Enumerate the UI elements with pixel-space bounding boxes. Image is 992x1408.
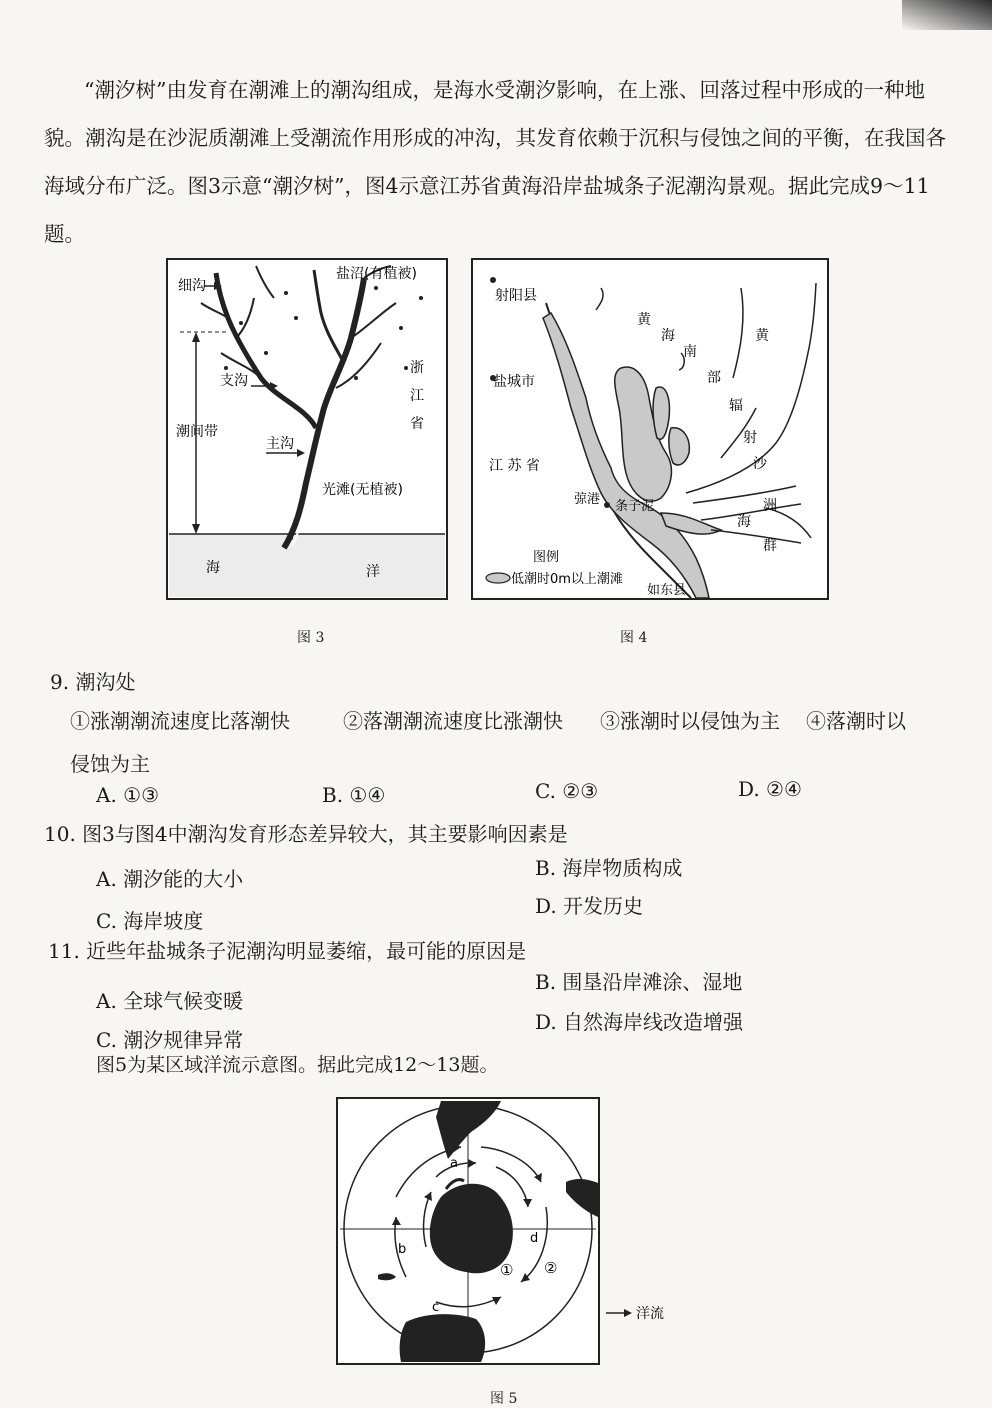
label-zhugou: 主沟 <box>266 436 294 452</box>
label-hai: 海 <box>661 328 675 344</box>
figure-3-caption: 图 3 <box>297 630 325 646</box>
figure-5-caption: 图 5 <box>490 1391 518 1407</box>
q9-choice-b[interactable]: B. ①④ <box>322 783 386 807</box>
q9-opt1: ①涨潮潮流速度比落潮快 <box>70 709 290 733</box>
label-c: c <box>432 1300 440 1315</box>
q11-choice-a[interactable]: A. 全球气候变暖 <box>96 989 244 1013</box>
fig5-intro: 图5为某区域洋流示意图。据此完成12～13题。 <box>96 1054 499 1076</box>
label-chaojiandai: 潮间带 <box>176 424 218 440</box>
figure-4 <box>471 258 831 602</box>
label-jiang: 江 <box>410 388 424 404</box>
label-zhigou: 支沟 <box>220 373 248 389</box>
label-rudong: 如东县 <box>647 583 687 598</box>
label-qun: 群 <box>763 538 777 554</box>
label-fu: 辐 <box>729 398 743 414</box>
q9-opt2: ②落潮潮流速度比涨潮快 <box>343 709 563 733</box>
label-hai: 海 <box>206 560 220 576</box>
label-current-1: ① <box>500 1261 514 1279</box>
label-zhou: 洲 <box>763 498 777 514</box>
label-huang-2: 黄 <box>755 328 769 344</box>
q11-stem: 11. 近些年盐城条子泥潮沟明显萎缩，最可能的原因是 <box>48 939 527 963</box>
q9-choice-a[interactable]: A. ①③ <box>96 783 160 807</box>
label-hai-2: 海 <box>737 514 751 530</box>
label-current-2: ② <box>544 1259 558 1277</box>
label-bu: 部 <box>707 370 721 386</box>
scan-shadow <box>902 0 992 30</box>
label-qionggang: 弶港 <box>574 492 601 507</box>
figure-5 <box>336 1097 676 1369</box>
label-b: b <box>398 1242 407 1257</box>
q10-choice-b[interactable]: B. 海岸物质构成 <box>535 856 683 880</box>
label-a: a <box>450 1156 458 1171</box>
label-jiangsu: 江 苏 省 <box>489 458 540 474</box>
q9-opt3: ③涨潮时以侵蚀为主 <box>600 709 780 733</box>
q11-choice-d[interactable]: D. 自然海岸线改造增强 <box>535 1010 744 1034</box>
q11-choice-b[interactable]: B. 围垦沿岸滩涂、湿地 <box>535 970 743 994</box>
q9-opt4: ④落潮时以 <box>806 709 906 733</box>
label-sha: 沙 <box>753 456 767 472</box>
q10-choice-a[interactable]: A. 潮汐能的大小 <box>96 867 244 891</box>
legend-title: 图例 <box>533 550 560 565</box>
legend-current: 洋流 <box>636 1306 664 1322</box>
q10-choice-d[interactable]: D. 开发历史 <box>535 894 644 918</box>
label-huang: 黄 <box>637 312 651 328</box>
legend-item: 低潮时0m以上潮滩 <box>511 572 623 587</box>
intro-paragraph <box>44 66 949 258</box>
label-yang: 洋 <box>366 564 380 580</box>
q11-choice-c[interactable]: C. 潮汐规律异常 <box>96 1028 244 1052</box>
label-d: d <box>530 1231 539 1246</box>
label-guangtan: 光滩(无植被) <box>322 482 403 498</box>
label-tiaozini: 条子泥 <box>615 499 655 514</box>
q9-choice-d[interactable]: D. ②④ <box>738 777 802 801</box>
label-nan: 南 <box>683 344 697 360</box>
figure-3 <box>166 258 448 600</box>
label-sheng: 省 <box>410 416 424 432</box>
q9-choice-c[interactable]: C. ②③ <box>535 779 599 803</box>
figure-4-caption: 图 4 <box>620 630 648 646</box>
label-zhe: 浙 <box>410 360 424 376</box>
label-she: 射 <box>743 430 757 446</box>
label-xigou: 细沟 <box>178 278 206 294</box>
q9-stem: 9. 潮沟处 <box>50 670 136 694</box>
q10-stem: 10. 图3与图4中潮沟发育形态差异较大，其主要影响因素是 <box>44 822 568 846</box>
intro-text: “潮汐树”由发育在潮滩上的潮沟组成，是海水受潮汐影响，在上涨、回落过程中形成的一种地貌。潮沟是在沙泥质潮滩上受潮流作用形成的冲沟，其发育依赖于沉积与侵蚀之间的平衡，在我国各海域分布广泛。图3示意“潮汐树”，图4示意江苏省黄海沿岸盐城条子泥潮沟景观。据此完成9～11题。 <box>44 78 946 246</box>
label-sheyang: 射阳县 <box>495 288 537 304</box>
q10-choice-c[interactable]: C. 海岸坡度 <box>96 909 204 933</box>
q9-opt4-cont: 侵蚀为主 <box>70 752 150 776</box>
legend-swatch <box>486 573 510 583</box>
label-yancheng: 盐城市 <box>493 374 535 390</box>
label-yanzhao: 盐沼(有植被) <box>336 266 417 282</box>
